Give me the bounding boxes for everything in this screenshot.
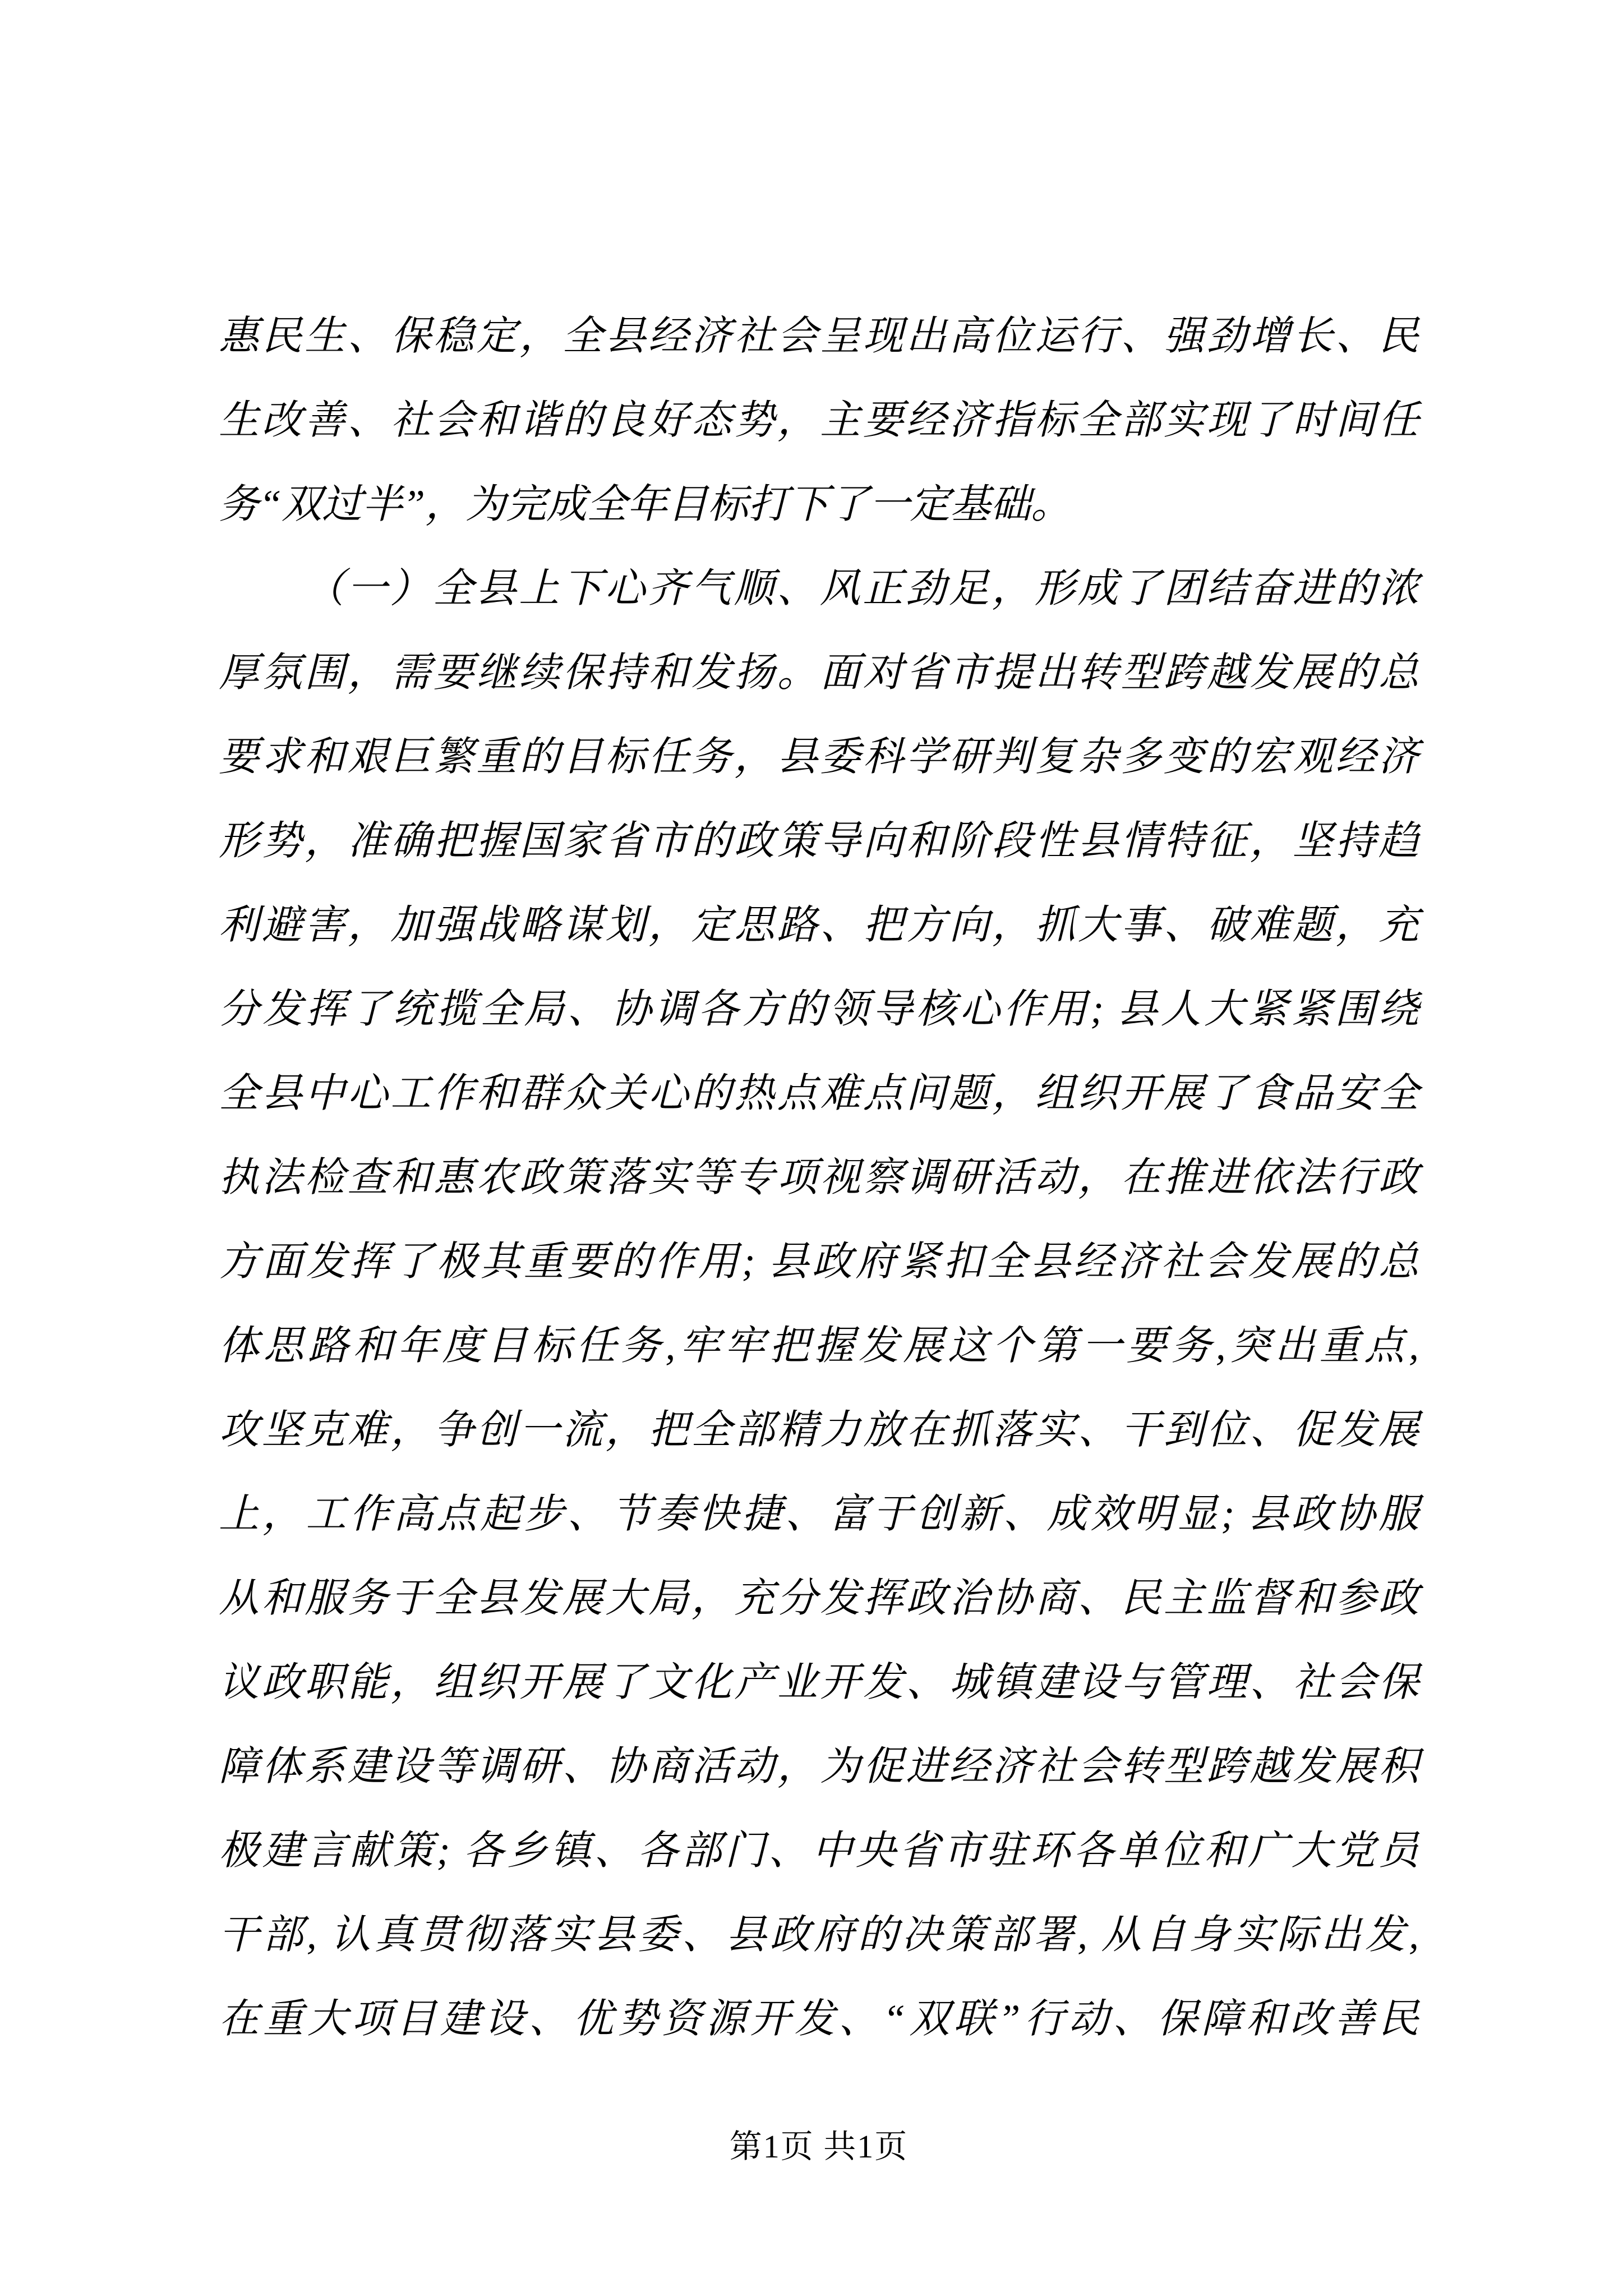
text-line: 生改善、社会和谐的良好态势，主要经济指标全部实现了时间任 <box>219 398 1419 443</box>
text-line: 攻坚克难，争创一流，把全部精力放在抓落实、干到位、促发展 <box>219 1407 1419 1452</box>
text-line: 利避害，加强战略谋划，定思路、把方向，抓大事、破难题，充 <box>219 903 1419 947</box>
text-line: 障体系建设等调研、协商活动，为促进经济社会转型跨越发展积 <box>219 1744 1419 1789</box>
text-line: 方面发挥了极其重要的作用; 县政府紧扣全县经济社会发展的总 <box>219 1239 1419 1284</box>
text-line: 务“双过半”，为完成全年目标打下了一定基础。 <box>219 482 1072 527</box>
text-line: 从和服务于全县发展大局，充分发挥政治协商、民主监督和参政 <box>219 1576 1419 1621</box>
text-line: 要求和艰巨繁重的目标任务，县委科学研判复杂多变的宏观经济 <box>219 734 1419 779</box>
text-line: 形势，准确把握国家省市的政策导向和阶段性县情特征，坚持趋 <box>219 818 1419 863</box>
text-line: 干部, 认真贯彻落实县委、县政府的决策部署, 从自身实际出发, <box>219 1912 1419 1957</box>
text-line: 上，工作高点起步、节奏快捷、富于创新、成效明显; 县政协服 <box>219 1492 1419 1536</box>
text-line: 极建言献策; 各乡镇、各部门、中央省市驻环各单位和广大党员 <box>219 1828 1419 1873</box>
text-line: （一）全县上下心齐气顺、风正劲足，形成了团结奋进的浓 <box>304 566 1419 611</box>
text-line: 分发挥了统揽全局、协调各方的领导核心作用; 县人大紧紧围绕 <box>219 987 1419 1032</box>
page-number: 第1页 共1页 <box>729 2128 909 2165</box>
text-line: 厚氛围，需要继续保持和发扬。面对省市提出转型跨越发展的总 <box>219 650 1419 695</box>
text-line: 执法检查和惠农政策落实等专项视察调研活动，在推进依法行政 <box>219 1155 1419 1200</box>
text-line: 惠民生、保稳定，全县经济社会呈现出高位运行、强劲增长、民 <box>219 314 1419 358</box>
text-line: 议政职能，组织开展了文化产业开发、城镇建设与管理、社会保 <box>219 1660 1419 1705</box>
text-line: 在重大项目建设、优势资源开发、“双联”行动、保障和改善民 <box>219 1996 1419 2041</box>
text-line: 全县中心工作和群众关心的热点难点问题，组织开展了食品安全 <box>219 1071 1419 1116</box>
text-line: 体思路和年度目标任务,牢牢把握发展这个第一要务,突出重点, <box>219 1323 1419 1368</box>
document-body <box>219 294 1419 2061</box>
page-footer <box>219 2122 1419 2172</box>
